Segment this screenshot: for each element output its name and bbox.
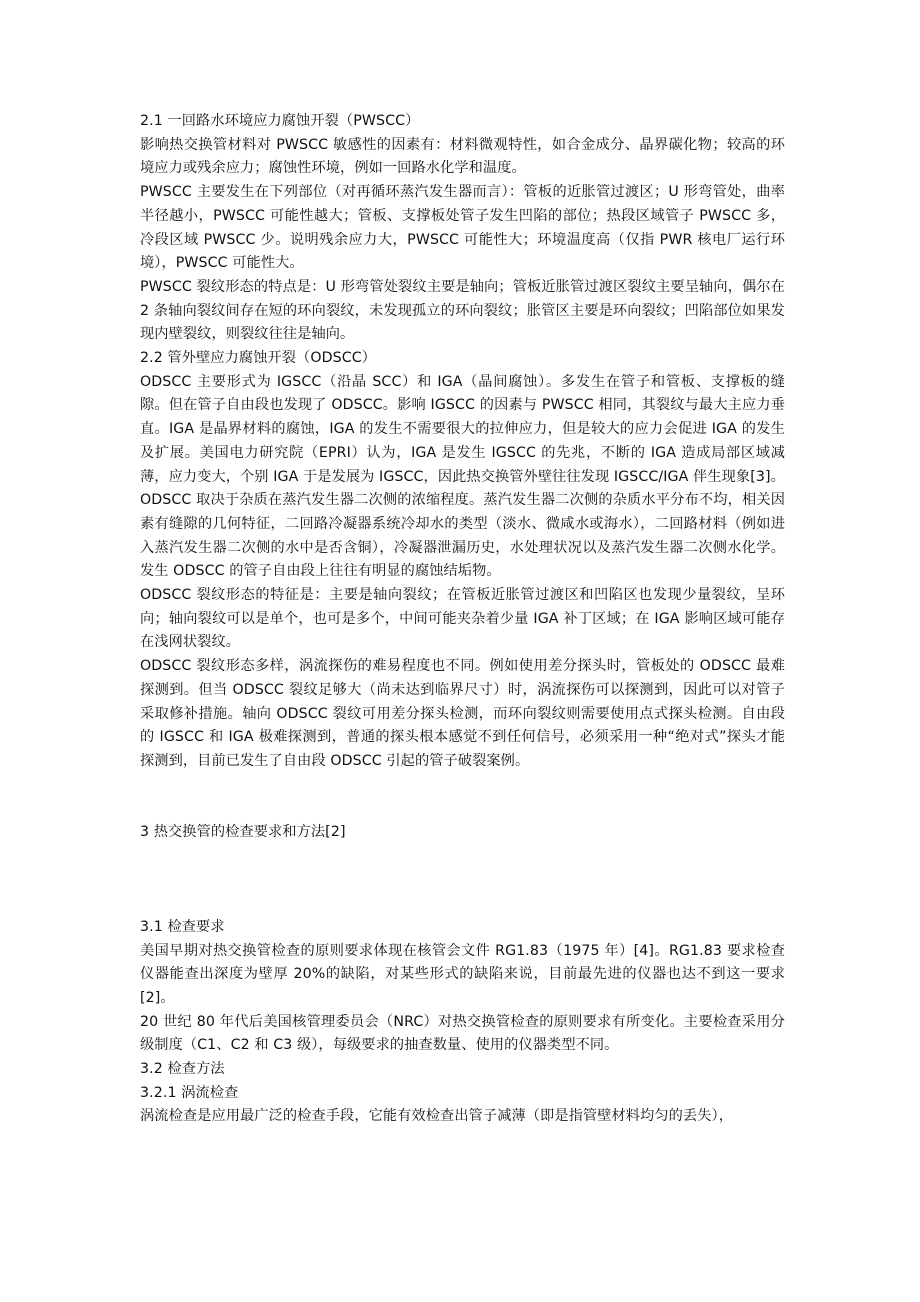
section-2-2-paragraph-3: ODSCC 裂纹形态的特征是：主要是轴向裂纹；在管板近胀管过渡区和凹陷区也发现少量裂纹，呈环向；轴向裂纹可以是单个，也可是多个，中间可能夹杂着少量 IGA 补丁区域；在 IGA 影响区域可能存在浅网状裂纹。: [140, 587, 785, 651]
section-2-1-heading: 2.1 一回路水环境应力腐蚀开裂（PWSCC）: [140, 113, 420, 129]
spacer: [140, 845, 785, 892]
section-2-1-paragraph-1: 影响热交换管材料对 PWSCC 敏感性的因素有：材料微观特性，如合金成分、晶界碳化物；较高的环境应力或残余应力；腐蚀性环境，例如一回路水化学和温度。: [140, 136, 785, 177]
section-2-2-heading: 2.2 管外壁应力腐蚀开裂（ODSCC）: [140, 350, 377, 367]
section-3-2-1-heading: 3.2.1 涡流检查: [140, 1084, 239, 1101]
section-2-1-paragraph-2: PWSCC 主要发生在下列部位（对再循环蒸汽发生器而言）：管板的近胀管过渡区；U 形弯管处，曲率半径越小，PWSCC 可能性越大；管板、支撑板处管子发生凹陷的部位；热段区域管子 PWSCC 多，冷段区域 PWSCC 少。说明残余应力大，PWSCC 可能性大；环境温度高（仅指 PWR 核电厂运行环境），PWSCC 可能性大。: [140, 184, 785, 272]
spacer: [140, 892, 785, 916]
section-3-heading: 3 热交换管的检查要求和方法[2]: [140, 824, 346, 841]
section-3-1-paragraph-1: 美国早期对热交换管检查的原则要求体现在核管会文件 RG1.83（1975 年）[4]。RG1.83 要求检查仪器能查出深度为壁厚 20%的缺陷，对某些形式的缺陷来说，目前最先进的仪器也达不到这一要求[2]。: [140, 942, 785, 1006]
section-2-2-paragraph-1: ODSCC 主要形式为 IGSCC（沿晶 SCC）和 IGA（晶间腐蚀）。多发生在管子和管板、支撑板的缝隙。但在管子自由段也发现了 ODSCC。影响 IGSCC 的因素与 PWSCC 相同，其裂纹与最大主应力垂直。IGA 是晶界材料的腐蚀，IGA 的发生不需要很大的拉伸应力，但是较大的应力会促进 IGA 的发生及扩展。美国电力研究院（EPRI）认为，IGA 是发生 IGSCC 的先兆，不断的 IGA 造成局部区域减薄，应力变大，个别 IGA 于是发展为 IGSCC，因此热交换管外壁往往发现 IGSCC/IGA 伴生现象[3]。: [140, 373, 785, 485]
section-3-2-heading: 3.2 检查方法: [140, 1061, 225, 1078]
section-2-2-paragraph-4: ODSCC 裂纹形态多样，涡流探伤的难易程度也不同。例如使用差分探头时，管板处的 ODSCC 最难探测到。但当 ODSCC 裂纹足够大（尚未达到临界尺寸）时，涡流探伤可以探测到，因此可以对管子采取修补措施。轴向 ODSCC 裂纹可用差分探头检测，而环向裂纹则需要使用点式探头检测。自由段的 IGSCC 和 IGA 极难探测到，普通的探头根本感觉不到任何信号，必须采用一种“绝对式”探头才能探测到，目前已发生了自由段 ODSCC 引起的管子破裂案例。: [140, 658, 785, 769]
section-2-2-paragraph-2: ODSCC 取决于杂质在蒸汽发生器二次侧的浓缩程度。蒸汽发生器二次侧的杂质水平分布不均，相关因素有缝隙的几何特征，二回路冷凝器系统冷却水的类型（淡水、微咸水或海水），二回路材料（例如进入蒸汽发生器二次侧的水中是否含铜），冷凝器泄漏历史，水处理状况以及蒸汽发生器二次侧水化学。发生 ODSCC 的管子自由段上往往有明显的腐蚀结垢物。: [140, 492, 785, 580]
section-3-1-heading: 3.1 检查要求: [140, 918, 225, 935]
section-2-1-paragraph-3: PWSCC 裂纹形态的特点是：U 形弯管处裂纹主要是轴向；管板近胀管过渡区裂纹主要呈轴向，偶尔在 2 条轴向裂纹间存在短的环向裂纹，未发现孤立的环向裂纹；胀管区主要是环向裂纹；凹陷部位如果发现内壁裂纹，则裂纹往往是轴向。: [140, 278, 785, 343]
spacer: [140, 774, 785, 821]
document-page: [140, 110, 785, 1129]
section-3-2-1-paragraph-1: 涡流检查是应用最广泛的检查手段，它能有效检查出管子减薄（即是指管壁材料均匀的丢失），: [140, 1108, 733, 1125]
section-3-1-paragraph-2: 20 世纪 80 年代后美国核管理委员会（NRC）对热交换管检查的原则要求有所变化。主要检查采用分级制度（C1、C2 和 C3 级），每级要求的抽查数量、使用的仪器类型不同。: [140, 1013, 785, 1054]
